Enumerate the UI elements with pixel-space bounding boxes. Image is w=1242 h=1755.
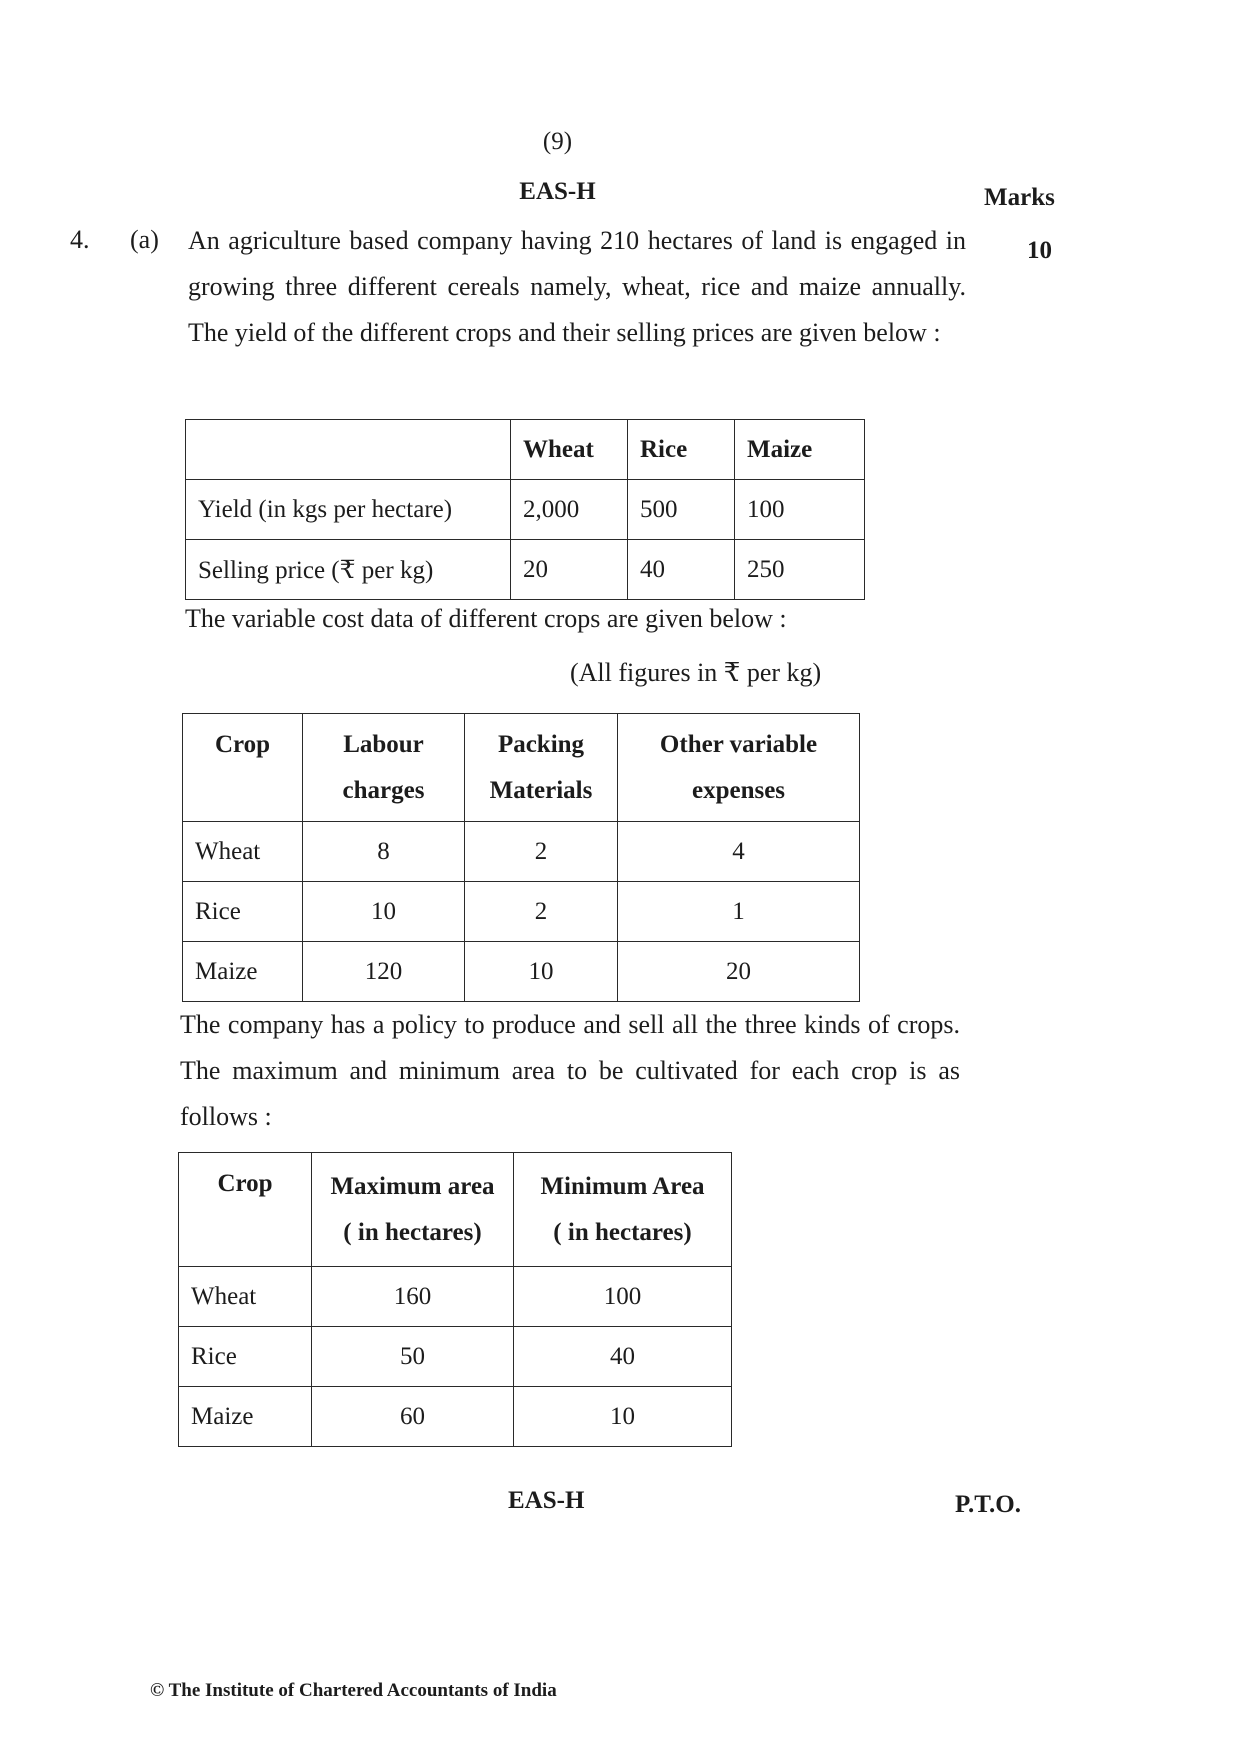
table-header-row (183, 714, 860, 822)
copyright-notice: © The Institute of Chartered Accountants of India (150, 1680, 557, 1701)
question-intro: An agriculture based company having 210 hectares of land is engaged in growing three different cereals namely, wheat, rice and maize annually. The yield of the different crops and their selling prices are given below : (188, 226, 966, 347)
variable-cost-intro: The variable cost data of different crops are given below : (185, 604, 787, 633)
pto-label: P.T.O. (955, 1491, 1021, 1518)
column-header-line: Crop (217, 1170, 273, 1197)
table-row (186, 540, 865, 600)
column-header-line: ( in hectares) (553, 1218, 692, 1246)
table-cell: 10 (514, 1387, 732, 1447)
table-cell: 20 (618, 942, 860, 1002)
column-header-line: Maximum area (330, 1172, 495, 1200)
table-row (183, 822, 860, 882)
column-header (179, 1153, 312, 1267)
crop-name: Maize (179, 1387, 312, 1447)
table-cell: 10 (303, 882, 465, 942)
column-header (465, 714, 618, 822)
marks-value: 10 (1027, 237, 1052, 264)
table-cell: 100 (735, 480, 865, 540)
table-cell: 160 (312, 1267, 514, 1327)
table-cell: 2 (465, 822, 618, 882)
column-header (303, 714, 465, 822)
figures-note: (All figures in ₹ per kg) (570, 658, 822, 687)
question-part: (a) (130, 225, 159, 254)
table-cell: 1 (618, 882, 860, 942)
column-header: Wheat (511, 420, 628, 480)
crop-name: Wheat (179, 1267, 312, 1327)
table-cell: 40 (514, 1327, 732, 1387)
table-cell: 50 (312, 1327, 514, 1387)
column-header-line: Packing (497, 730, 585, 758)
table-cell: 10 (465, 942, 618, 1002)
table-header-row (179, 1153, 732, 1267)
table-cell: 250 (735, 540, 865, 600)
paper-code-footer: EAS-H (508, 1487, 585, 1514)
column-header-line: charges (342, 776, 425, 804)
column-header-line: Other variable (659, 730, 818, 758)
column-header-line: Minimum Area (540, 1172, 705, 1200)
column-header: Maize (735, 420, 865, 480)
table-row (179, 1327, 732, 1387)
row-label: Yield (in kgs per hectare) (186, 480, 511, 540)
yield-price-table (185, 419, 865, 600)
table-cell: 500 (628, 480, 735, 540)
column-header-line: ( in hectares) (343, 1218, 482, 1246)
paper-code-header: EAS-H (519, 178, 596, 205)
column-header-line: Labour (343, 730, 424, 758)
column-header (514, 1153, 732, 1267)
page-number: (9) (542, 128, 573, 155)
crop-name: Wheat (183, 822, 303, 882)
table-cell: 2 (465, 882, 618, 942)
table-row (183, 882, 860, 942)
table-cell: 2,000 (511, 480, 628, 540)
table-corner-cell (186, 420, 511, 480)
table-row (186, 480, 865, 540)
column-header (183, 714, 303, 822)
table-cell: 8 (303, 822, 465, 882)
column-header: Rice (628, 420, 735, 480)
table-row (179, 1267, 732, 1327)
column-header (618, 714, 860, 822)
crop-name: Maize (183, 942, 303, 1002)
column-header-line: Materials (489, 776, 593, 804)
table-cell: 100 (514, 1267, 732, 1327)
row-label: Selling price (₹ per kg) (186, 540, 511, 600)
table-row (179, 1387, 732, 1447)
table-cell: 60 (312, 1387, 514, 1447)
crop-name: Rice (183, 882, 303, 942)
question-number: 4. (70, 225, 90, 254)
column-header (312, 1153, 514, 1267)
table-cell: 4 (618, 822, 860, 882)
area-limits-table (178, 1152, 732, 1447)
variable-cost-table (182, 713, 860, 1002)
column-header-line: expenses (691, 776, 786, 804)
column-header-line: Crop (214, 731, 271, 758)
table-cell: 20 (511, 540, 628, 600)
table-cell: 40 (628, 540, 735, 600)
policy-text: The company has a policy to produce and sell all the three kinds of crops. The maximum and minimum area to be cultivated for each crop is as follows : (180, 1010, 960, 1131)
table-cell: 120 (303, 942, 465, 1002)
crop-name: Rice (179, 1327, 312, 1387)
table-row (183, 942, 860, 1002)
marks-label: Marks (984, 184, 1055, 211)
table-header-row (186, 420, 865, 480)
